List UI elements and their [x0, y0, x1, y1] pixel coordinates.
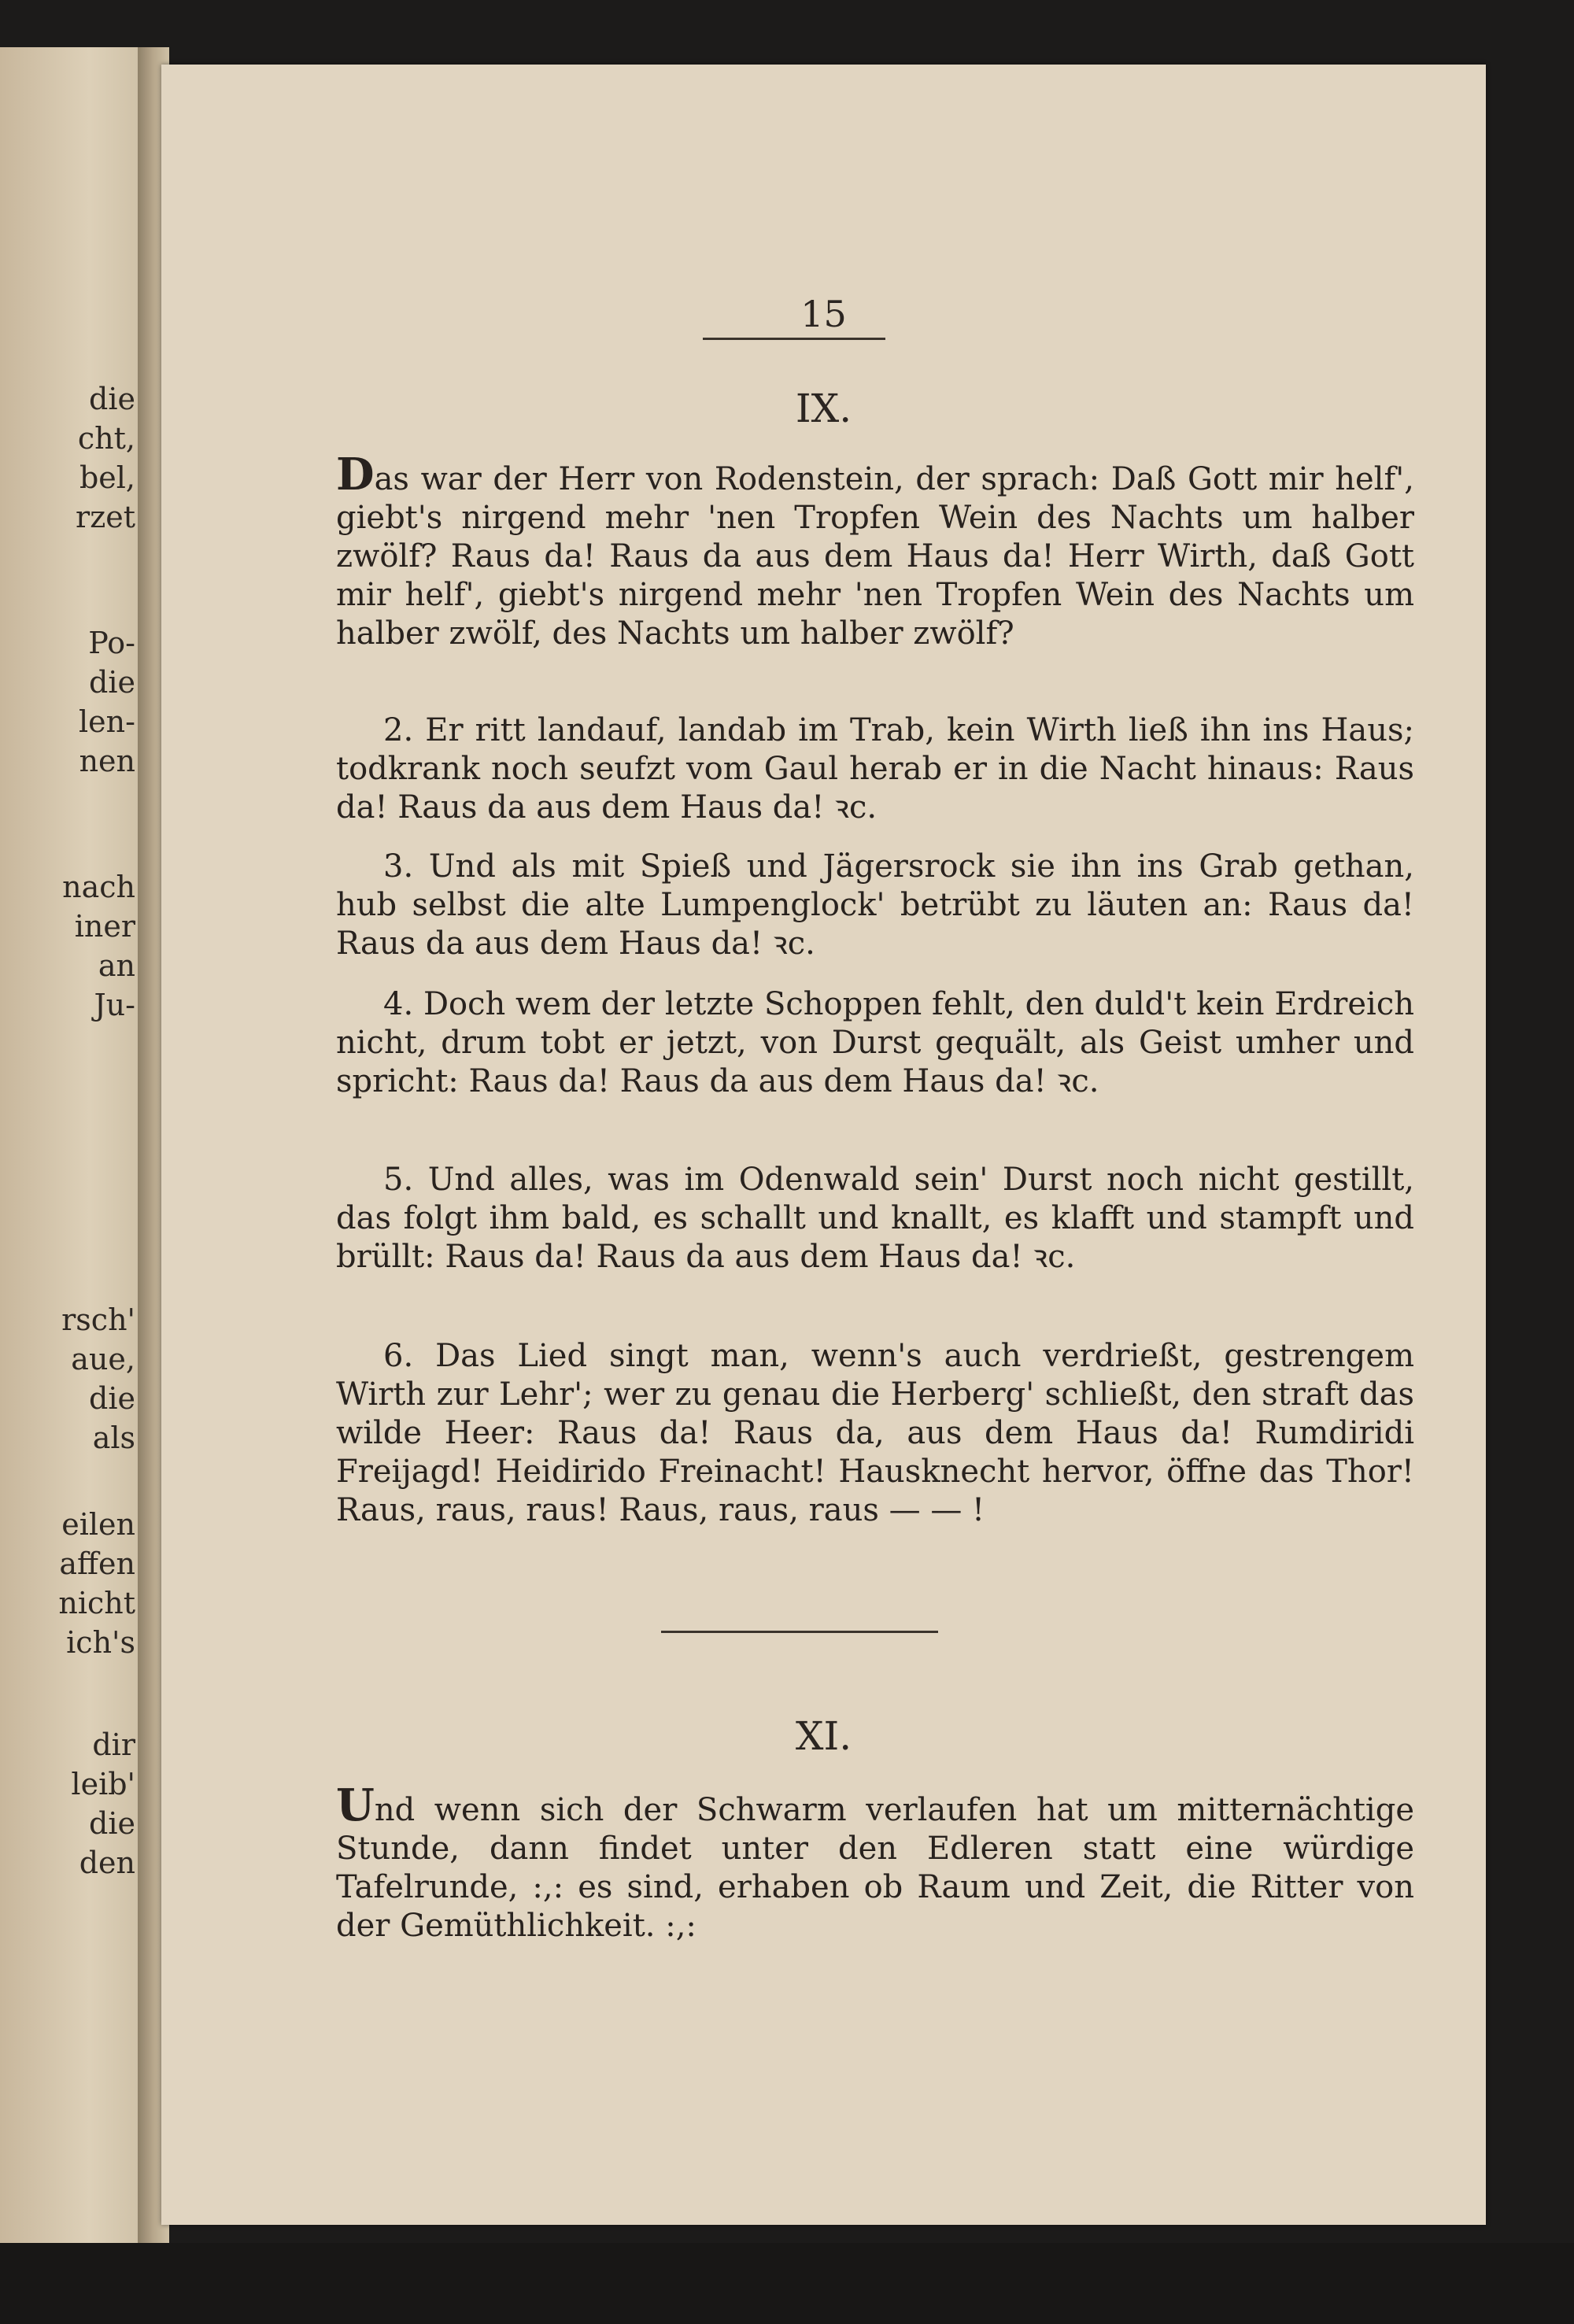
left-page-edge	[0, 47, 150, 2243]
left-page-fragment: die	[89, 382, 135, 416]
left-page-fragment: rzet	[76, 500, 135, 534]
stanza	[336, 985, 1414, 1101]
section-divider	[661, 1631, 938, 1633]
left-page-fragment: Ju-	[94, 988, 135, 1022]
left-page-fragment: affen	[59, 1546, 135, 1581]
stanza-text: 2. Er ritt landauf, landab im Trab, kein Wirth ließ ihn ins Haus; todkrank noch seufzt vom Gaul herab er in die Nacht hinaus: Raus da! Raus da aus dem Haus da! ꝛc.	[336, 712, 1414, 826]
left-page-fragment: nach	[62, 870, 135, 904]
left-page-fragment: nen	[79, 744, 135, 778]
left-page-fragment: die	[89, 1806, 135, 1841]
left-page-fragment: nicht	[58, 1586, 135, 1620]
stanza	[336, 1779, 1414, 1945]
left-page-fragment: bel,	[79, 460, 135, 495]
stanza-text: 5. Und alles, was im Odenwald sein' Durst noch nicht gestillt, das folgt ihm bald, es schallt und knallt, es klafft und stampft und brüllt: Raus da! Raus da aus dem Haus da! ꝛc.	[336, 1162, 1414, 1275]
left-page-fragment: iner	[74, 909, 135, 944]
left-page-fragment: an	[98, 948, 135, 983]
stanza	[336, 1161, 1414, 1277]
section-heading-xi: XI.	[795, 1713, 852, 1759]
page-number-rule	[703, 338, 885, 340]
left-page-fragment: cht,	[77, 421, 135, 456]
left-page-fragment: len-	[79, 704, 135, 739]
left-page-fragment: als	[92, 1421, 135, 1455]
left-page-fragment: den	[79, 1846, 135, 1880]
left-page-fragment: eilen	[61, 1507, 135, 1542]
stanza-text: as war der Herr von Rodenstein, der sprach: Daß Gott mir helf', giebt's nirgend mehr 'nen Tropfen Wein des Nachts um halber zwölf? Raus da! Raus da aus dem Haus da! Herr Wirth, daß Gott mir helf', giebt's nirgend mehr 'nen Tropfen Wein des Nachts um halber zwölf, des Nachts um halber zwölf?	[336, 461, 1414, 652]
stanza	[336, 711, 1414, 827]
stanza-text: 6. Das Lied singt man, wenn's auch verdrießt, gestrengem Wirth zur Lehr'; wer zu genau die Herberg' schließt, den straft das wilde Heer: Raus da! Raus da, aus dem Haus da! Rumdiridi Freijagd! Heidirido Freinacht! Hausknecht hervor, öffne das Thor! Raus, raus, raus! Raus, raus, raus — — !	[336, 1338, 1414, 1528]
left-page-fragment: leib'	[71, 1767, 135, 1801]
scan-background	[0, 2243, 1574, 2324]
stanza-text: 3. Und als mit Spieß und Jägersrock sie ihn ins Grab gethan, hub selbst die alte Lumpenglock' betrübt zu läuten an: Raus da! Raus da aus dem Haus da! ꝛc.	[336, 848, 1414, 962]
left-page-fragment: dir	[92, 1727, 135, 1762]
left-page-fragment: rsch'	[61, 1302, 135, 1337]
left-page-fragment: Po-	[88, 626, 135, 660]
left-page-fragment: die	[89, 1381, 135, 1416]
stanza	[336, 449, 1414, 653]
left-page-fragment: ich's	[66, 1625, 135, 1660]
stanza-text: nd wenn sich der Schwarm verlaufen hat um mitternächtige Stunde, dann findet unter den Edleren statt eine würdige Tafelrunde, :,: es sind, erhaben ob Raum und Zeit, die Ritter von der Gemüthlichkeit. :,:	[336, 1792, 1414, 1944]
left-page-fragment: aue,	[71, 1342, 135, 1376]
stanza	[336, 848, 1414, 963]
book-page	[161, 65, 1486, 2225]
page-number: 15	[800, 293, 847, 335]
drop-cap: D	[336, 449, 375, 501]
left-page-fragment: die	[89, 665, 135, 700]
section-heading-ix: IX.	[795, 386, 852, 431]
stanza-text: 4. Doch wem der letzte Schoppen fehlt, den duld't kein Erdreich nicht, drum tobt er jetzt, von Durst gequält, als Geist umher und spricht: Raus da! Raus da aus dem Haus da! ꝛc.	[336, 986, 1414, 1099]
stanza	[336, 1337, 1414, 1530]
drop-cap: U	[336, 1779, 375, 1831]
